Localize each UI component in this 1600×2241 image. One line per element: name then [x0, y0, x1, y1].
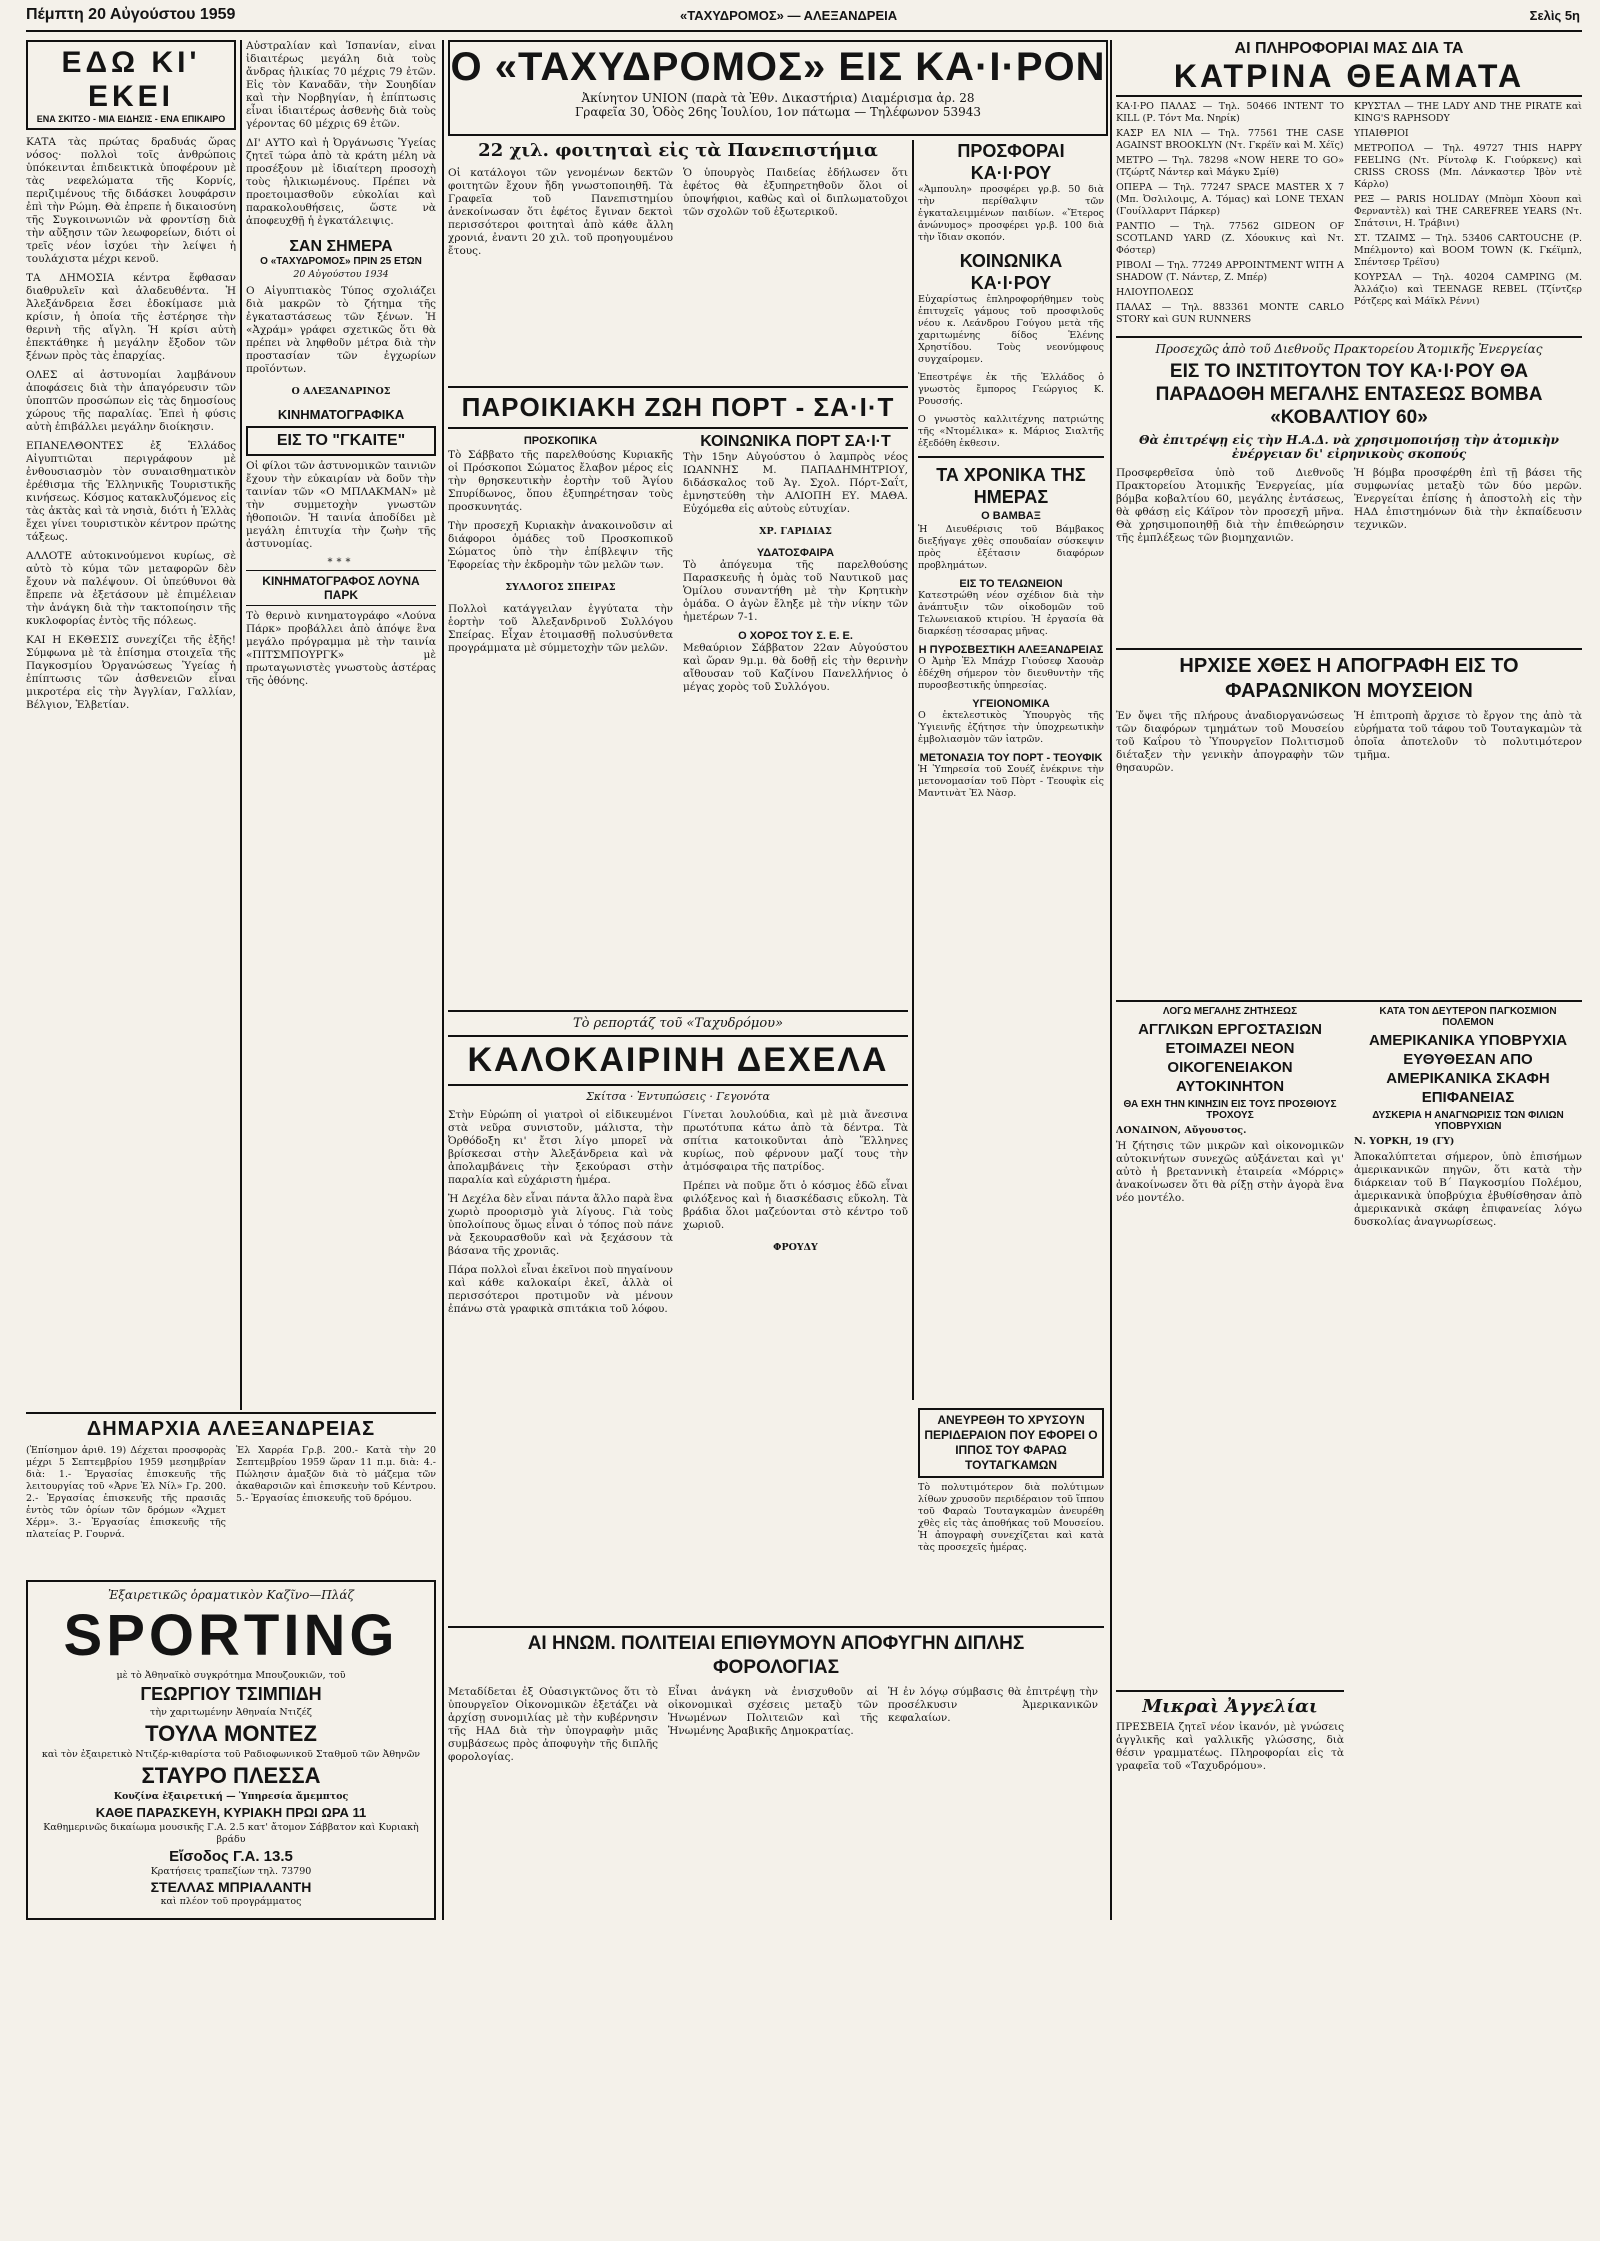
today-in-history-title: ΣΑΝ ΣΗΜΕΡΑ [289, 238, 393, 255]
paragraph: Κατεστρώθη νέον σχέδιον διὰ τὴν ἀνάπτυξιν τῶν οἰκοδομῶν τοῦ Τελωνειακοῦ κτιρίου. Ἡ ἐργασία θὰ διαρκέσῃ τέσσαρας μῆνας. [918, 590, 1104, 637]
tax-top-rule [448, 1626, 1104, 1628]
cairo-banner [448, 40, 1108, 136]
waterpolo-title: ΥΔΑΤΟΣΦΑΙΡΑ [756, 547, 835, 559]
ad-performer-name: ΓΕΩΡΓΙΟΥ ΤΣΙΜΠΙΔΗ [140, 1684, 322, 1704]
ad-line: τὴν χαριτωμένην Ἀθηναία Ντιζέζ [150, 1707, 312, 1718]
dateline: ΛΟΝΔΙΝΟΝ, Αὔγουστος. [1116, 1125, 1247, 1136]
port-said-top-rule [448, 386, 908, 388]
article-headline: ΑΓΓΛΙΚΩΝ ΕΡΓΟΣΤΑΣΙΩΝ ΕΤΟΙΜΑΖΕΙ ΝΕΟΝ ΟΙΚΟΓΕΝΕΙΑΚΟΝ ΑΥΤΟΚΙΝΗΤΟΝ [1138, 1021, 1322, 1095]
dimarchia-text-left: (Ἐπίσημον ἀριθ. 19) Δέχεται προσφορὰς μέχρι 5 Σεπτεμβρίου 1959 μεσημβρίαν διὰ: 1.- Ἐργασίας ἐπισκευῆς τῆς λειτουργίας τοῦ «Ἀρνε Ἐλ Νίλ» Γρ. 200. 2.- Ἐργασίας ἐπισκευῆς τῆς πρασιᾶς ἐντὸς τῶν ὁρίων τῶν δρόμων «Ἄχμετ Χέρμ». 3.- Ἐργασίας ἐπισκευῆς τῆς πλατείας Ρ. Γουρνά. [26, 1445, 226, 1540]
cinema-listing-item: ΜΕΤΡΟ — Τηλ. 78298 «NOW HERE TO GO» (Τζώρτζ Νάντερ καὶ Μάγκυ Σμίθ) [1116, 155, 1344, 178]
ad-entry-fee: Εἴσοδος Γ.Α. 13.5 [169, 1848, 293, 1865]
car-article [1116, 1006, 1344, 1446]
report-left [448, 1109, 673, 1322]
museum-article [1116, 654, 1582, 994]
paragraph: Ο γνωστὸς καλλιτέχνης πατριώτης τῆς «Ντομέλικα» κ. Μάριος Σιαλτῆς ἐξεδόθη ἐκθεσιν. [918, 414, 1104, 449]
paragraph: ΔΙ' ΑΥΤΟ καὶ ἡ Ὀργάνωσις Ὑγείας ζητεῖ τώρα ἀπὸ τὰ κράτη μέλη νὰ προσέξουν μὲ ἰδιαίτερη προσοχὴ τοὺς ἡλικιωμένους. Πρέπει νὰ προετοιμασθοῦν εὐκολίαι καὶ παρακολουθήσεις, ὥστε νὰ ἀποφευχθῇ ἡ ἐγκατάλειψις. [246, 137, 436, 227]
paragraph: ΕΠΑΝΕΛΘΟΝΤΕΣ ἐξ Ἑλλάδος Αἰγυπτιῶται περιγράφουν μὲ ἐνθουσιασμὸν τὸν συναισθηματικὸν ἐρέθισμα τῆς Ἑλληνικῆς Τουριστικῆς κινήσεως. Κόσμος κατακλυζόμενος εἰς τὰς ἀκτὰς καὶ τὰ νησιὰ, διότι ἡ Ἑλλὰς ἔχει γίνει τουριστικὸν κέντρον πρώτης τάξεως. [26, 440, 236, 543]
ad-schedule: ΚΑΘΕ ΠΑΡΑΣΚΕΥΗ, ΚΥΡΙΑΚΗ ΠΡΩΙ ΩΡΑ 11 [95, 1805, 367, 1820]
cinema-listing-item: ΗΛΙΟΥΠΟΛΕΩΣ [1116, 287, 1194, 298]
customs-title: ΕΙΣ ΤΟ ΤΕΛΩΝΕΙΟΝ [959, 578, 1063, 590]
paragraph: Προσφερθεῖσα ὑπὸ τοῦ Διεθνοῦς Πρακτορείου Ἀτομικῆς Ἐνεργείας, μία βόμβα κοβαλτίου 60, μεγάλης ἐντάσεως, θὰ φθάσῃ εἰς Κάϊρον τὸν προσεχῆ μῆνα. Θὰ χρησιμοποιηθῇ διὰ τὴν ἐπιθεώρησιν τῆς ἐμπλέξεως τῶν βιομηχανιῶν. [1116, 467, 1344, 544]
dekhela-report [448, 1016, 908, 1416]
paragraph: Οἱ κατάλογοι τῶν γενομένων δεκτῶν φοιτητῶν ἔχουν ἤδη γνωστοποιηθῆ. Τὰ Γραφεῖα τοῦ Πανεπιστημίου ἀνεκοίνωσαν ὅτι ἐφέτος ἔγιναν δεκτοὶ περισσότεροι φοιτηταὶ ἀπὸ κάθε ἄλλη χρονιά, ἐναντι 20 χιλ. τοῦ προηγουμένου ἔτους. [448, 167, 673, 257]
paragraph: ΟΛΕΣ αἱ ἀστυνομίαι λαμβάνουν ἀποφάσεις διὰ τὴν ἀπαγόρευσιν τῶν ὑποπτῶν προσώπων εἰς τὰς δημοσίους χώρους τῆς παραλίας. Ἐπεὶ ἡ φύσις αὐτὴ ἐπιβάλλει μεγάλην διοίκησιν. [26, 369, 236, 433]
paragraph: Ἡ Διευθέρισις τοῦ Βάμβακος διεξήγαγε χθὲς σπουδαίαν σύσκεψιν πρὸς ἐξέτασιν διαφόρων προβλημάτων. [918, 524, 1104, 571]
paragraph: Τὸ πολυτιμότερον διὰ πολύτιμων λίθων χρυσοῦν περιδέραιον τοῦ ἵππου τοῦ Φαραὼ Τουταγκαμὼν ἀνευρέθη χθὲς εἰς τὰς ἀποθήκας τοῦ Μουσείου. Ἡ ἀπογραφὴ συνεχίζεται καὶ κατὰ τὰς προσεχεῖς ἡμέρας. [918, 1482, 1104, 1553]
paragraph: Εὐχαρίστως ἐπληροφορήθημεν τοὺς ἐπιτυχεῖς γάμους τοῦ προσφιλοῦς νέου κ. Λεάνδρου Γούγου μετὰ τῆς χαριτωμένης δίδος Ἑλένης Χρηστίδου. Τοὺς νεονύμφους συγχαίρομεν. [918, 294, 1104, 365]
paragraph: ΚΑΙ Η ΕΚΘΕΣΙΣ συνεχίζει τῆς ἐξῆς! Σύμφωνα μὲ τὰ ἐπίσημα στοιχεῖα τῆς Παγκοσμίου Ὀργανώσεως Ὑγείας ἡ ἐπίπτωσις τῶν ἀσθενειῶν εἶναι μικροτέρα εἰς τὴν Ἀγγλίαν, Γαλλίαν, Βέλγιον, Ἑλβετίαν. [26, 634, 236, 711]
section-header-box [26, 40, 236, 130]
cinema-listing-item: ΜΕΤΡΟΠΟΛ — Τηλ. 49727 THIS HAPPY FEELING (Ντ. Ρίντολφ Κ. Γιούρκενς) καὶ CRISS CROSS (Μπ. Λάνκαστερ Ἰβὸν ντὲ Κάρλο) [1354, 143, 1582, 190]
issue-date: Πέμπτη 20 Αὐγούστου 1959 [26, 6, 236, 23]
cinema-listing-item: ΚΑ·Ι·ΡΟ ΠΑΛΑΣ — Τηλ. 50466 INTENT TO KILL (Ρ. Τόντ Μα. Νηρίκ) [1116, 101, 1344, 124]
dimarchia-title: ΔΗΜΑΡΧΙΑ ΑΛΕΞΑΝΔΡΕΙΑΣ [86, 1418, 376, 1440]
cinema-listings [1116, 40, 1582, 330]
paragraph: Ἡ βόμβα προσφέρθη ἐπὶ τῇ βάσει τῆς συμφωνίας μεταξὺ τῶν δύο μερῶν. Ἐνεργείται ἐπίσης ἡ ἀποστολὴ εἰς τὴν ΗΑΔ ἐπιστημόνων διὰ τὴν ἐκπαίδευσιν τεχνικῶν. [1354, 467, 1582, 531]
ad-line: Κουζίνα ἐξαιρετική — Ὑπηρεσία ἄμεμπτος [113, 1791, 349, 1802]
ad-line: καὶ τὸν ἐξαιρετικὸ Ντιζέρ-κιθαρίστα τοῦ Ραδιοφωνικοῦ Σταθμοῦ τῶν Ἀθηνῶν [41, 1749, 421, 1760]
cinema-listing-item: ΡΑΝΤΙΟ — Τηλ. 77562 GIDEON OF SCOTLAND YARD (Ζ. Χόουκινς καὶ Ντ. Φόστερ) [1116, 221, 1344, 256]
article-kicker: ΛΟΓΩ ΜΕΓΑΛΗΣ ΖΗΤΗΣΕΩΣ [1162, 1006, 1298, 1017]
masthead [0, 0, 1600, 30]
chronicle-title: ΤΑ ΧΡΟΝΙΚΑ ΤΗΣ ΗΜΕΡΑΣ [936, 465, 1086, 507]
cinema-listing-item: ΡΕΞ — PARIS HOLIDAY (Μπὸμπ Χὸουπ καὶ Φερναντὲλ) καὶ THE CAREFREE YEARS (Ντ. Σπάτσινι, Η. Τράβινι) [1354, 194, 1582, 229]
paragraph: Στὴν Εὐρώπη οἱ γιατροὶ οἱ εἰδικευμένοι στὰ νεῦρα συνιστοῦν, μάλιστα, τὴν Ὀρθόδοξη κι' ἔτσι λίγο μπορεῖ νὰ βρίσκεσαι στὴν Ἀλεξάνδρεια καὶ νὰ ἀπολαμβάνεις τὴν ξεκούρασι στὴν παραλία καὶ εὐχάριστη ἡμέρα. [448, 1109, 673, 1186]
paragraph: Ο ἐκτελεστικὸς Ὑπουργὸς τῆς Ὑγιεινῆς ἐζήτησε τὴν ὑποχρεωτικὴν ἐμβολιασμὸν τῶν ἰατρῶν. [918, 710, 1104, 745]
ad-line: Καθημερινῶς δικαίωμα μουσικῆς Γ.Α. 2.5 κατ' ἄτομον Σάββατον καὶ Κυριακὴ βράδυ [43, 1822, 419, 1845]
paragraph: Μεθαύριον Σάββατον 22αν Αὐγούστου καὶ ὥραν 9μ.μ. θὰ δοθῇ εἰς τὴν θερινὴν αἴθουσαν τοῦ Καζίνου Πανελλήνιος ὁ μέγας χορὸς τοῦ Συλλόγου. [683, 642, 908, 693]
ad-line: Κρατήσεις τραπεζίων τηλ. 73790 [150, 1866, 312, 1877]
paragraph: Πρέπει νὰ ποῦμε ὅτι ὁ κόσμος ἐδῶ εἶναι φιλόξενος καὶ ἡ διασκέδασις εὔκολη. Τὰ βράδια ὅλοι μαζεύονται στὸ κέντρο τοῦ χωριοῦ. [683, 1180, 908, 1231]
article-headline: ΑΜΕΡΙΚΑΝΙΚΑ ΥΠΟΒΡΥΧΙΑ ΕΥΘΥΘΕΣΑΝ ΑΠΟ ΑΜΕΡΙΚΑΝΙΚΑ ΣΚΑΦΗ ΕΠΙΦΑΝΕΙΑΣ [1368, 1032, 1568, 1106]
banner-contact: Γραφεῖα 30, Ὁδὸς 26ης Ἰουλίου, 1ον πάτωμα — Τηλέφωνον 53943 [574, 105, 982, 119]
cinemas-left-list [1116, 101, 1344, 329]
paragraph: ΤΑ ΔΗΜΟΣΙΑ κέντρα ἔφθασαν διαθρυλεῖν καὶ ἁλαδευθέντα. Ἡ Ἀλεξάνδρεια ἔσει ἐδοκίμασε μιὰ κρίσιν, ἡ ὁποία τῆς ἐστέρησε τὴν θερινὴ τῆς αἴγλη. Ἡ κρίσι αὐτὴ ἐπεκτάθηκε ἡ μεγάλην ἔξοδον τῶν ξένων πρὸς τὰς ἐπαρχίας. [26, 272, 236, 362]
listings-title: ΑΙ ΠΛΗΡΟΦΟΡΙΑΙ ΜΑΣ ΔΙΑ ΤΑ [1234, 40, 1464, 57]
section-title: ΕΔΩ ΚΙ' ΕΚΕΙ [61, 46, 201, 113]
tax-article [448, 1632, 1104, 1922]
masthead-rule [26, 30, 1582, 32]
listings-big-title: ΚΑΤΡΙΝΑ ΘΕΑΜΑΤΑ [1116, 58, 1582, 97]
column-2 [246, 40, 436, 1410]
article-headline: ΑΙ ΗΝΩΜ. ΠΟΛΙΤΕΙΑΙ ΕΠΙΘΥΜΟΥΝ ΑΠΟΦΥΓΗΝ ΔΙΠΛΗΣ ΦΟΡΟΛΟΓΙΑΣ [527, 1633, 1025, 1678]
paragraph: Ἡ Δεχέλα δὲν εἶναι πάντα ἄλλο παρὰ ἓνα χωριὸ προορισμὸ γιὰ λίγους. Γιὰ τοὺς ὑπολοίπους ὅμως εἶναι ὁ τόπος ποὺ πάνε νὰ ξεκουρασθοῦν καὶ νὰ ξεχάσουν τὰ βάσανα τῆς χρονιᾶς. [448, 1193, 673, 1257]
paragraph: ΠΡΕΣΒΕΙΑ ζητεῖ νέον ἰκανόν, μὲ γνώσεις ἀγγλικῆς καὶ γαλλικῆς γλώσσης, διὰ θέσιν γραμματέως. Πληροφορίαι εἰς τὰ γραφεῖα τοῦ «Ταχυδρόμου». [1116, 1721, 1344, 1772]
atomic-top-rule [1116, 336, 1582, 338]
port-said-social-title: ΚΟΙΝΩΝΙΚΑ ΠΟΡΤ ΣΑ·Ι·Τ [700, 433, 891, 450]
separator-stars: *** [327, 557, 355, 568]
paragraph: Ἡ ἐν λόγῳ σύμβασις θὰ ἐπιτρέψῃ τὴν προσέλκυσιν Ἀμερικανικῶν κεφαλαίων. [888, 1686, 1098, 1724]
paragraph: Ο Ἀμὴρ Ἐλ Μπάχρ Γιούσεφ Χαουὰρ ἐδέχθη σήμερον τὸν διευθυντὴν τῆς πυροσβεστικῆς ὑπηρεσίας. [918, 656, 1104, 691]
dimarchia-top-rule [26, 1412, 436, 1414]
port-said-left [448, 433, 673, 700]
paragraph: Αὐστραλίαν καὶ Ἰσπανίαν, εἶναι ἰδιαιτέρως μεγάλη διὰ τοὺς ἄνδρας ἡλικίας 70 μέχρις 79 ἐτῶν. Εἰς τὸν Καναδᾶν, τὴν Σουηδίαν καὶ τὴν Νορβηγίαν, ἡ ἐπίπτωσις εἶναι ἰδιαιτέρως ἀσθενὴς διὰ τοὺς γέροντας 60 μέχρις 69 ἐτῶν. [246, 40, 436, 130]
dimarchia-notice [26, 1418, 436, 1573]
cars-top-rule [1116, 1000, 1582, 1002]
paragraph: Τὸ ἀπόγευμα τῆς παρελθούσης Παρασκευῆς ἡ ὁμὰς τοῦ Ναυτικοῦ μας Ὁμίλου συναντήθη μὲ τὴν Κρητικὴν ὁμάδα. Ο ἀγὼν ἔληξε μὲ τὴν νίκην τῶν ἡμετέρων 7-1. [683, 559, 908, 623]
paragraph: ΑΛΛΟΤΕ αὐτοκινούμενοι κυρίως, σὲ αὐτὸ τὸ κύμα τῶν μεταφορῶν δὲν ἔχουν νὰ παλέψουν. Οἱ ὑπεύθυνοι θὰ ἔπρεπε νὰ ἐξετάσουν μὲ ἐπιμέλειαν τὴν ἀνάγκη διὰ τὴν τακτοποίησιν τῆς κυκλοφορίας ἐντὸς τῆς πόλεως. [26, 550, 236, 627]
paragraph: Πολλοὶ κατάγγειλαν ἐγγύτατα τὴν ἑορτὴν τοῦ Ἀλεξανδρινοῦ Συλλόγου Σπείρας. Εἶχαν ἑτοιμασθῇ πολυσύνθετα προγράμματα μὲ σύμμετοχὴν τῶν μελῶν. [448, 603, 673, 654]
fire-title: Η ΠΥΡΟΣΒΕΣΤΙΚΗ ΑΛΕΞΑΝΔΡΕΙΑΣ [918, 644, 1104, 656]
paragraph: «Ἀμπουλη» προσφέρει γρ.β. 50 διὰ τὴν περίθαλψιν τῶν ἐγκαταλειμμένων παιδίων. «Ἔτερος ἀνώνυμος» προσφέρει γρ.β. 100 διὰ τὴν ἴδιαν σκοπόν. [918, 184, 1104, 243]
museum-top-rule [1116, 648, 1582, 650]
article-kicker: Προσεχῶς ἀπὸ τοῦ Διεθνοῦς Πρακτορείου Ἀτομικῆς Ἐνεργείας [1155, 342, 1543, 356]
submarine-article [1354, 1006, 1582, 1666]
cairo-news-column [918, 140, 1104, 1400]
signature: Ο ΑΛΕΞΑΝΔΡΙΝΟΣ [291, 385, 391, 397]
cinema-listing-item: ΟΠΕΡΑ — Τηλ. 77247 SPACE MASTER X 7 (Μπ. Ὀσλιλοιμς, Α. Τόμας) καὶ LONE TEXAN (Γουίλλαρντ Πάρκερ) [1116, 182, 1344, 217]
health-title: ΥΓΕΙΟΝΟΜΙΚΑ [972, 698, 1050, 710]
today-in-history-subtitle: Ο «ΤΑΧΥΔΡΟΜΟΣ» ΠΡΙΝ 25 ΕΤΩΝ [260, 256, 422, 267]
report-title: ΚΑΛΟΚΑΙΡΙΝΗ ΔΕΧΕΛΑ [448, 1035, 908, 1086]
sporting-advertisement [26, 1580, 436, 1920]
port-said-section [448, 392, 908, 1002]
paragraph: Τὴν προσεχῆ Κυριακὴν ἀνακοινοῦσιν αἱ διάφοροι ὁμάδες τοῦ Προσκοπικοῦ Σώματος ὑπὸ τὴν ἐπίβλεψιν τῆς Ἐφορείας τὴν ἐκδρομὴν τῶν μελῶν των. [448, 520, 673, 571]
university-article [448, 140, 908, 380]
paragraph: Τὸ θερινὸ κινηματογράφο «Λούνα Πάρκ» προβάλλει ἀπὸ ἀπόψε ἓνα μεγάλο πρόγραμμα μὲ τὴν ταινία «ΠΙΤΣΜΠΟΥΡΓΚ» μὲ πρωταγωνιστὲς γνωστοὺς ἀστέρας τῆς ὀθόνης. [246, 610, 436, 687]
ad-performer-name: ΣΤΑΥΡΟ ΠΛΕΣΣΑ [141, 1763, 321, 1788]
social-title: ΚΟΙΝΩΝΙΚΑ ΚΑ·Ι·ΡΟΥ [959, 251, 1063, 293]
dance-title: Ο ΧΟΡΟΣ ΤΟΥ Σ. Ε. Ε. [738, 630, 853, 642]
cinemas-right-list [1354, 101, 1582, 329]
cinema-listing-item: ΥΠΑΙΘΡΙΟΙ [1354, 128, 1409, 139]
article-headline: ΗΡΧΙΣΕ ΧΘΕΣ Η ΑΠΟΓΡΑΦΗ ΕΙΣ ΤΟ ΦΑΡΑΩΝΙΚΟΝ ΜΟΥΣΕΙΟΝ [1179, 655, 1519, 702]
cinema-listing-item: ΣΤ. ΤΖΑΙΜΣ — Τηλ. 53406 CARTOUCHE (Ρ. Μπέλμοντο) καὶ BOOM TOWN (Κ. Γκέϊμπλ, Σπέντσερ Τρέϊσυ) [1354, 233, 1582, 268]
port-said-title: ΠΑΡΟΙΚΙΑΚΗ ΖΩΗ ΠΟΡΤ - ΣΑ·Ι·Τ [448, 392, 908, 429]
page-number: Σελὶς 5η [1529, 8, 1580, 23]
today-in-history-date: 20 Αὐγούστου 1934 [293, 269, 389, 280]
offers-title: ΠΡΟΣΦΟΡΑΙ ΚΑ·Ι·ΡΟΥ [957, 141, 1065, 183]
paragraph: Πάρα πολλοὶ εἶναι ἐκεῖνοι ποὺ πηγαίνουν καὶ κάθε καλοκαίρι ἐκεῖ, ἀλλὰ οἱ περισσότεροι προτιμοῦν νὰ μένουν ἐπάνω στὰ γραφικὰ σπιτάκια τοῦ λόφου. [448, 1264, 673, 1315]
article-headline: 22 χιλ. φοιτηταὶ εἰς τὰ Πανεπιστήμια [478, 140, 878, 161]
cinema-headline: ΕΙΣ ΤΟ "ΓΚΑΙΤΕ" [246, 426, 436, 456]
cinema-listing-item: ΚΟΥΡΣΑΛ — Τηλ. 40204 CAMPING (Μ. Ἀλλάζιο) καὶ TEENAGE REBEL (Τζίντζερ Ρότζερς καὶ Μάϊκλ Ρέννι) [1354, 272, 1582, 307]
column-1 [26, 40, 236, 1340]
report-right [683, 1109, 908, 1322]
ad-performer-name: ΣΤΕΛΛΑΣ ΜΠΡΙΑΛΑΝΤΗ [150, 1879, 312, 1895]
section-subtitle: ΕΝΑ ΣΚΙΤΣΟ - ΜΙΑ ΕΙΔΗΣΙΣ - ΕΝΑ ΕΠΙΚΑΙΡΟ [36, 114, 226, 124]
scouts-title: ΠΡΟΣΚΟΠΙΚΑ [523, 435, 598, 447]
signature: ΦΡΟΥΔΥ [773, 1241, 818, 1253]
section-rule [918, 456, 1104, 458]
dateline: Ν. ΥΟΡΚΗ, 19 (ΓΥ) [1354, 1136, 1455, 1147]
ad-performer-name: ΤΟΥΛΑ ΜΟΝΤΕΖ [145, 1721, 317, 1746]
ad-title: SPORTING [63, 1603, 399, 1668]
cinema-luna-park-title: ΚΙΝΗΜΑΤΟΓΡΑΦΟΣ ΛΟΥΝΑ ΠΑΡΚ [246, 570, 436, 606]
paragraph: Ἐπεστρέψε ἐκ τῆς Ἑλλάδος ὁ γνωστὸς ἔμπορος Γεώργιος Κ. Ρουσσής. [918, 372, 1104, 407]
article-subheadline: ΘΑ ΕΧΗ ΤΗΝ ΚΙΝΗΣΙΝ ΕΙΣ ΤΟΥΣ ΠΡΟΣΘΙΟΥΣ ΤΡΟΧΟΥΣ [1123, 1099, 1337, 1121]
banner-address: Ἀκίνητον UNION (παρὰ τὰ Ἐθν. Δικαστήρια) Διαμέρισμα ἀρ. 28 [581, 91, 975, 105]
paragraph: Ἡ Ὑπηρεσία τοῦ Σουέζ ἐνέκρινε τὴν μετονομασίαν τοῦ Πὸρτ - Τεουφὶκ εἰς Μαντινὰτ Ἐλ Νὰσρ. [918, 764, 1104, 799]
classifieds-title: Μικραὶ Ἀγγελίαι [1142, 1696, 1318, 1717]
paragraph: Τὸ Σάββατο τῆς παρελθούσης Κυριακῆς οἱ Πρόσκοποι Σώματος ἔλαβον μέρος εἰς τὴν θρησκευτικὴν ἑορτὴν τοῦ Ἁγίου Σπυρίδωνος, ὅπου ἐξυπηρέτησαν τοὺς προσκυνητάς. [448, 449, 673, 513]
column-divider [1110, 40, 1112, 1920]
report-kicker: Τὸ ρεπορτάζ τοῦ «Ταχυδρόμου» [572, 1016, 784, 1031]
chronicle-subtitle: Ο ΒΑΜΒΑΞ [981, 510, 1041, 522]
report-top-rule [448, 1010, 908, 1012]
column-divider [912, 140, 914, 1400]
article-subheadline: Θὰ ἐπιτρέψῃ εἰς τὴν Η.Α.Δ. νὰ χρησιμοποιήσῃ τὴν ἀτομικὴν ἐνέργειαν δι' εἰρηνικοὺς σκοπούς [1139, 433, 1559, 461]
paragraph: Ἀποκαλύπτεται σήμερον, ὑπὸ ἐπισήμων ἀμερικανικῶν πηγῶν, ὅτι κατὰ τὴν διάρκειαν τοῦ Β΄ Παγκοσμίου Πολέμου, ἀμερικανικὰ ὑποβρύχια ἐβυθίσθησαν ἀπὸ ἀμερικανικὰ σκάφη ἐπιφανείας λόγω δυσκολίας ἀναγνωρίσεως. [1354, 1151, 1582, 1228]
signature: ΣΥΛΛΟΓΟΣ ΣΠΕΙΡΑΣ [505, 581, 616, 593]
paragraph: Μεταδίδεται ἐξ Οὐασιγκτῶνος ὅτι τὸ ὑπουργεῖον Οἰκονομικῶν ἐξετάζει νὰ ἀρχίσῃ συνομιλίας μὲ τὴν κυβέρνησιν τῆς ΗΑΔ διὰ τὴν ὑπογραφὴν μιᾶς συμβάσεως πρὸς ἀποφυγὴν τῆς διπλῆς φορολογίας. [448, 1686, 658, 1763]
paragraph: Εἶναι ἀνάγκη νὰ ἐνισχυθοῦν αἱ οἰκονομικαὶ σχέσεις μεταξὺ τῶν Ἡνωμένων Πολιτειῶν καὶ τῆς Ἡνωμένης Ἀραβικῆς Δημοκρατίας. [668, 1686, 878, 1737]
paragraph: Ο Αἰγυπτιακὸς Τύπος σχολιάζει διὰ μακρῶν τὸ ζήτημα τῆς ἐγκαταστάσεως τῶν ξένων. Ἡ «Ἀχράμ» γράφει σχετικῶς ὅτι θὰ πρέπει νὰ ληφθοῦν μέτρα διὰ τὴν προστασίαν τῶν ἐγχωρίων προϊόντων. [246, 285, 436, 375]
paragraph: Οἱ φίλοι τῶν ἀστυνομικῶν ταινιῶν ἔχουν τὴν εὐκαιρίαν νὰ δοῦν τὴν ταινίαν τῶν «Ο ΜΠΛΑΚΜΑΝ» μὲ τὴν συμμετοχὴν γνωστῶν ἠθοποιῶν. Ἡ ταινία ἀποδίδει μὲ μεγάλη ἐπιτυχία τὴν ζωὴν τῆς ἀστυνομίας. [246, 460, 436, 550]
banner-title: Ο «ΤΑΧΥΔΡΟΜΟΣ» ΕΙΣ ΚΑ·Ι·ΡΟΝ [450, 45, 1106, 89]
paragraph: Ἡ ἐπιτροπὴ ἄρχισε τὸ ἔργον της ἀπὸ τὰ εὑρήματα τοῦ τάφου τοῦ Τουταγκαμὼν τὰ ὁποῖα ἀποτελοῦν τὸ πολυτιμότερον τμῆμα. [1354, 710, 1582, 761]
cinema-listing-item: ΡΙΒΟΛΙ — Τηλ. 77249 APPOINTMENT WITH A SHADOW (Τ. Νάντερ, Ζ. Μπέρ) [1116, 260, 1344, 283]
article-headline: ΕΙΣ ΤΟ ΙΝΣΤΙΤΟΥΤΟΝ ΤΟΥ ΚΑ·Ι·ΡΟΥ ΘΑ ΠΑΡΑΔΟΘΗ ΜΕΓΑΛΗΣ ΕΝΤΑΣΕΩΣ ΒΟΜΒΑ «ΚΟΒΑΛΤΙΟΥ 60» [1155, 361, 1543, 428]
found-necklace-article [918, 1408, 1104, 1618]
ads-top-rule [1116, 1690, 1344, 1692]
cobalt-bomb-article [1116, 342, 1582, 642]
article-subheadline: ΔΥΣΚΕΡΙΑ Η ΑΝΑΓΝΩΡΙΣΙΣ ΤΩΝ ΦΙΛΙΩΝ ΥΠΟΒΡΥΧΙΩΝ [1372, 1110, 1564, 1132]
cinema-listing-item: ΚΑΣΡ ΕΛ ΝΙΛ — Τηλ. 77561 THE CASE AGAINST BROOKLYN (Ντ. Γκρέϊν καὶ Μ. Χέϊς) [1116, 128, 1344, 151]
paragraph: Τὴν 15ην Αὐγούστου ὁ λαμπρὸς νέος ΙΩΑΝΝΗΣ Μ. ΠΑΠΑΔΗΜΗΤΡΙΟΥ, διδάσκαλος τοῦ Ἀγ. Σχολ. Πόρτ-Σαΐτ, ἐμνηστεύθη τὴν ΑΛΙΟΠΗ ΕΥ. ΜΑΘΑ. Εὐχόμεθα εἰς αὐτοὺς εὐτυχίαν. [683, 451, 908, 515]
article-kicker: ΚΑΤΑ ΤΟΝ ΔΕΥΤΕΡΟΝ ΠΑΓΚΟΣΜΙΟΝ ΠΟΛΕΜΟΝ [1379, 1006, 1557, 1028]
paragraph: Γίνεται λουλούδια, καὶ μὲ μιὰ ἄνεσινα πρωτότυπα κάτω ἀπὸ τὰ δέντρα. Τὰ σπίτια κατοικοῦνται ἀπὸ Ἕλληνες κυρίως, ποὺ φέρνουν μαζί τους τὴν ἀτμόσφαιρα τῆς πατρίδος. [683, 1109, 908, 1173]
cinema-listing-item: ΚΡΥΣΤΑΛ — THE LADY AND THE PIRATE καὶ KING'S RAPHSODY [1354, 101, 1582, 124]
article-headline: ΑΝΕΥΡΕΘΗ ΤΟ ΧΡΥΣΟΥΝ ΠΕΡΙΔΕΡΑΙΟΝ ΠΟΥ ΕΦΟΡΕΙ Ο ΙΠΠΟΣ ΤΟΥ ΦΑΡΑΩ ΤΟΥΤΑΓΚΑΜΩΝ [918, 1408, 1104, 1478]
paragraph: ΚΑΤΑ τὰς πρώτας δραδυάς ὥρας νόσος· πολλοὶ τοῖς ἀνθρώποις ὑπόκεινται ἐπιδεικτικὰ ὑποφέρουν μὲ τὰς νεφελώματα τῆς Κορνίς, περιζιμένους τῆς διδάσκει λουφάρσιν ἐπὶ τὴν Ρώμη. Θὰ ἐπρεπε ἡ δικαιοσύνη τῆς Συγκοινωνιῶν νὰ φροντίσῃ διὰ τὴν αὔξησιν τῶν λεωφορείων, διότι οἱ τρεῖς νέον ἰσχύει τὴν λείψει ἡ τουλάχιστα μέχρι κενοῦ. [26, 136, 236, 265]
ad-subtitle: Ἐξαιρετικῶς ὁραματικὸν Καζῖνο—Πλάζ [108, 1588, 354, 1602]
cinema-section-title: ΚΙΝΗΜΑΤΟΓΡΑΦΙΚΑ [277, 407, 405, 422]
signature: ΧΡ. ΓΑΡΙΔΙΑΣ [759, 525, 832, 537]
report-subtitle: Σκίτσα · Ἐντυπώσεις · Γεγονότα [586, 1090, 770, 1103]
dimarchia-text-right: Ἐλ Χαρρέα Γρ.β. 200.- Κατὰ τὴν 20 Σεπτεμβρίου 1959 ὥραν 11 π.μ. διὰ: 4.- Πώλησιν ἀμαξῶν διὰ τὸ μάζεμα τῶν ἀκαθαρσιῶν καὶ ἐπισκευὴν τοῦ Κέντρου. 5.- Ἐργασίας ἐπισκευῆς τοῦ δρόμου. [236, 1445, 436, 1504]
rename-title: ΜΕΤΟΝΑΣΙΑ ΤΟΥ ΠΟΡΤ - ΤΕΟΥΦΙΚ [919, 752, 1103, 764]
ad-line: μὲ τὸ Ἀθηναϊκὸ συγκρότημα Μπουζουκιῶν, τοῦ [116, 1670, 346, 1681]
column-divider [442, 40, 444, 1920]
paper-name: «ΤΑΧΥΔΡΟΜΟΣ» — ΑΛΕΞΑΝΔΡΕΙΑ [680, 8, 898, 23]
classified-ads [1116, 1696, 1344, 1916]
port-said-right [683, 433, 908, 700]
ad-line: καὶ πλέον τοῦ προγράμματος [160, 1896, 302, 1907]
paragraph: Ἡ ζήτησις τῶν μικρῶν καὶ οἰκονομικῶν αὐτοκινήτων συνεχῶς αὐξάνεται καὶ γι' αὐτὸ ἡ βρεταννικὴ ἑταιρεία «Μόρρις» ἀνακοίνωσεν ὅτι θὰ ρίξῃ στὴν ἀγορὰ ἓνα νέο μοντέλο. [1116, 1140, 1344, 1204]
paragraph: Ἐν ὄψει τῆς πλήρους ἀναδιοργανώσεως τῶν διαφόρων τμημάτων τοῦ Μουσείου τοῦ Καΐρου τὸ Ὑπουργεῖον Πολιτισμοῦ διέταξεν τὴν γενικὴν ἀπογραφὴν τῶν θησαυρῶν. [1116, 710, 1344, 774]
paragraph: Ὁ ὑπουργὸς Παιδείας ἐδήλωσεν ὅτι ἐφέτος θὰ ἐξυπηρετηθοῦν ὅλοι οἱ ὑποψήφιοι, καθὼς καὶ οἱ διπλωματοῦχοι τῶν σχολῶν τοῦ ἐξωτερικοῦ. [683, 167, 908, 218]
column-divider [240, 40, 242, 1410]
cinema-listing-item: ΠΑΛΑΣ — Τηλ. 883361 MONTE CARLO STORY καὶ GUN RUNNERS [1116, 302, 1344, 325]
